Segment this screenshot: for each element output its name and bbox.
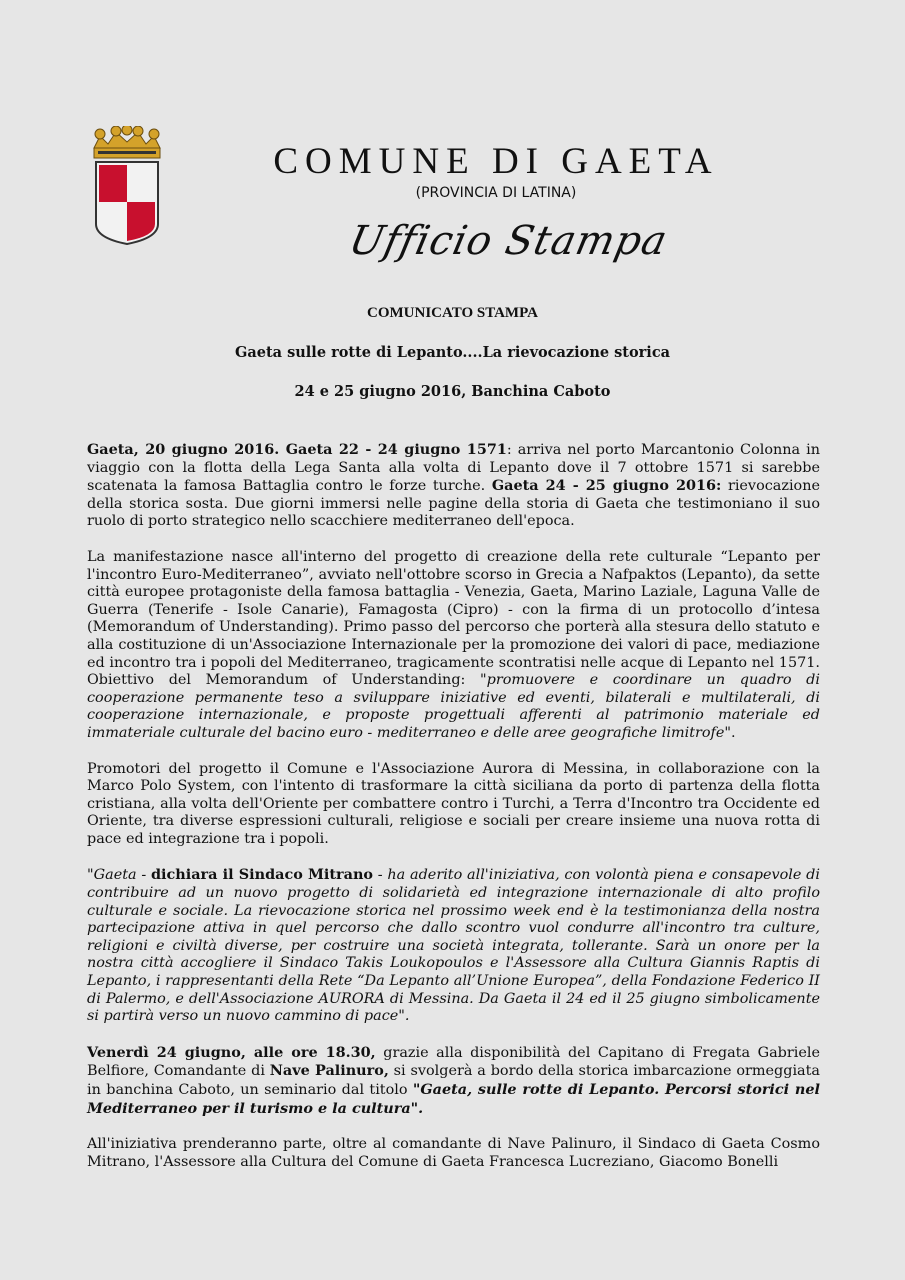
press-release-label: COMUNICATO STAMPA: [367, 305, 538, 321]
press-office-signature: Ufficio Stampa: [345, 218, 672, 264]
text-run: rievocazione della storica sosta. Due giorni immersi nelle pagine della storia di Gaeta che testimoniano il suo ruolo di porto strategico nello scacchiere mediterraneo dell'epoca.: [87, 478, 821, 530]
text-italic: promuovere e coordinare un quadro di cooperazione permanente teso a sviluppare iniziative ed eventi, bilaterali e multilaterali, di cooperazione internazionale, e proposte progettuali afferenti al patrimonio materiale ed immateriale culturale del bacino euro - mediterraneo e delle aree geografiche limitrofe: [87, 672, 820, 741]
text-run: Promotori del progetto il Comune e l'Associazione Aurora di Messina, in collaborazione con la Marco Polo System, con l'intento di trasformare la città siciliana da porto di partenza della flotta cristiana, alla volta dell'Oriente per combattere contro i Turchi, a Terra d'Incontro tra Occidente ed Oriente, tra diverse espressioni culturali, religiose e sociali per creare insieme una nuova rotta di pace ed integrazione tra i popoli.: [87, 760, 820, 847]
text-bold: dichiara il Sindaco Mitrano: [150, 866, 374, 884]
article-body: [87, 441, 820, 1189]
paragraph-3: [87, 761, 820, 849]
paragraph-1: [87, 441, 820, 531]
text-run: : arriva nel porto Marcantonio Colonna in viaggio con la flotta della Lega Santa alla volta di Lepanto dove il 7 ottobre 1571 si sarebbe scatenata la famosa Battaglia contro le forze turche.: [87, 442, 820, 495]
text-bold: Gaeta, 20 giugno 2016. Gaeta 22 - 24 giugno 1571: [87, 441, 507, 458]
event-dateline: 24 e 25 giugno 2016, Banchina Caboto: [294, 383, 611, 400]
text-bold: Nave Palinuro,: [269, 1062, 389, 1080]
municipality-title: COMUNE DI GAETA: [273, 141, 719, 182]
province-subtitle: (PROVINCIA DI LATINA): [415, 185, 577, 201]
paragraph-4-quote: [87, 866, 820, 1025]
letterhead: [0, 140, 905, 201]
text-run: All'iniziativa prenderanno parte, oltre al comandante di Nave Palinuro, il Sindaco di Gaeta Cosmo Mitrano, l'Assessore alla Cultura del Comune di Gaeta Francesca Lucreziano, Giacomo Bonelli: [87, 1136, 820, 1170]
text-bold: Venerdì 24 giugno, alle ore 18.30,: [87, 1043, 376, 1061]
paragraph-5: [87, 1044, 820, 1118]
text-italic: "Gaeta -: [87, 867, 151, 884]
text-run: ".: [724, 724, 736, 741]
headline: Gaeta sulle rotte di Lepanto....La rievocazione storica: [234, 344, 671, 361]
text-italic: - ha aderito all'iniziativa, con volontà piena e consapevole di contribuire ad un nuovo progetto di solidarietà ed integrazione internazionale di alto profilo culturale e sociale. La rievocazione storica nel prossimo week end è la testimonianza della nostra partecipazione attiva in quel percorso che dallo scontro vuol condurre all'incontro tra culture, religioni e civiltà diverse, per costruire una società integrata, tollerante. Sarà un onore per la nostra città accogliere il Sindaco Takis Loukopoulos e l'Assessore alla Cultura Giannis Raptis di Lepanto, i rappresentanti della Rete “Da Lepanto all’Unione Europea”, della Fondazione Federico II di Palermo, e dell'Associazione AURORA di Messina. Da Gaeta il 24 ed il 25 giugno simbolicamente si partirà verso un nuovo cammino di pace".: [87, 867, 821, 1025]
text-run: grazie alla disponibilità del Capitano di Fregata Gabriele Belfiore, Comandante di: [87, 1044, 820, 1080]
text-run: si svolgerà a bordo della storica imbarcazione ormeggiata in banchina Caboto, un seminario dal titolo: [87, 1063, 820, 1098]
paragraph-2: [87, 549, 820, 743]
text-run: La manifestazione nasce all'interno del progetto di creazione della rete culturale “Lepanto per l'incontro Euro-Mediterraneo”, avviato nell'ottobre scorso in Grecia a Nafpaktos (Lepanto), da sette città europee protagoniste della famosa battaglia - Venezia, Gaeta, Marino Laziale, Laguna Valle de Guerra (Tenerife - Isole Canarie), Famagosta (Cipro) - con la firma di un protocollo d’intesa (Memorandum of Understanding). Primo passo del percorso che porterà alla stesura dello statuto e alla costituzione di un'Associazione Internazionale per la promozione dei valori di pace, mediazione ed incontro tra i popoli del Mediterraneo, tragicamente scontratisi nelle acque di Lepanto nel 1571. Obiettivo del Memorandum of Understanding: ": [87, 548, 820, 689]
paragraph-6: [87, 1136, 820, 1171]
text-bold: Gaeta 24 - 25 giugno 2016:: [491, 477, 722, 495]
seminar-title: "Gaeta, sulle rotte di Lepanto. Percorsi storici nel Mediterraneo per il turismo e la cultura".: [87, 1081, 821, 1117]
